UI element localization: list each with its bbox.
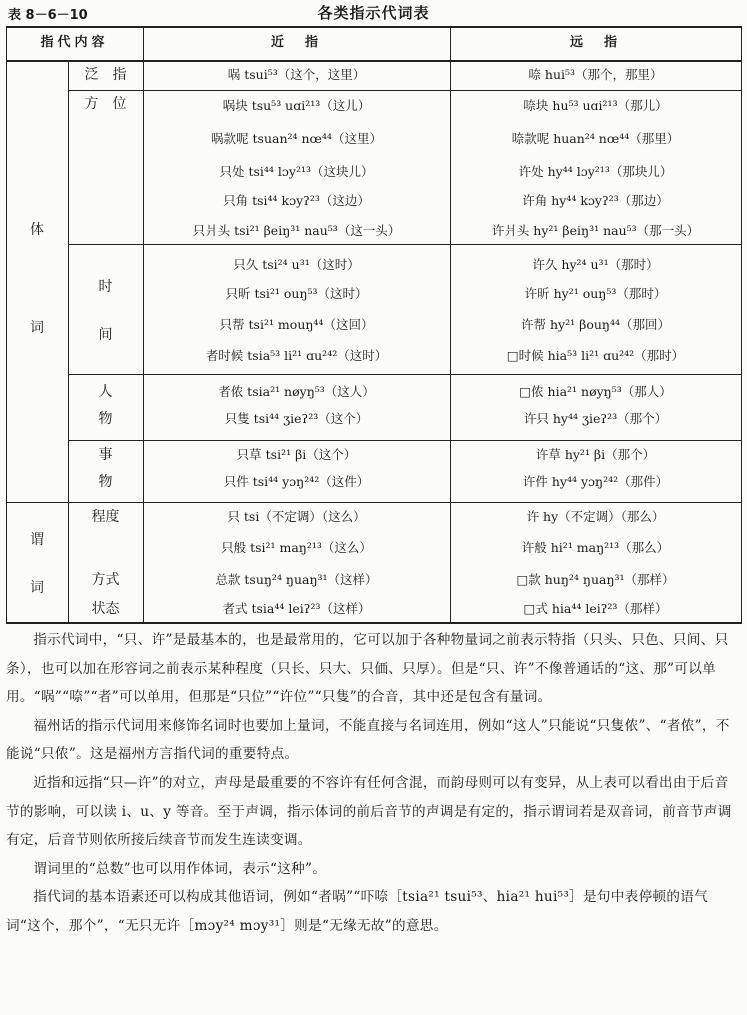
near-cell: 者侬 tsia²¹ nøyŋ⁵³（这人）: [218, 384, 375, 399]
paragraph: 福州话的指示代词用来修饰名词时也要加上量词，不能直接与名词连用，例如“这人”只能说“只隻侬”、“者侬”，不能说“只侬”。这是福州方言指代词的重要特点。: [6, 717, 730, 763]
far-cell: 许角 hy⁴⁴ kɔyʔ²³（那边）: [522, 193, 669, 208]
far-cell: 许 hy（不定调）（那么）: [526, 509, 665, 524]
far-cell: 㖠 hui⁵³（那个，那里）: [528, 67, 663, 82]
header-content: 指代内容: [40, 35, 109, 50]
far-cell: □式 hia⁴⁴ leiʔ²³（那样）: [523, 601, 668, 616]
table-title: 各类指示代词表: [317, 4, 430, 22]
right-border: [741, 26, 742, 624]
paragraph: 谓词里的“总数”也可以用作体词，表示“这种”。: [33, 860, 327, 877]
paragraph: 指代词的基本语素还可以构成其他语词，例如“者㖞”“吓㖠［tsia²¹ tsui⁵³、hia²¹ hui⁵³］是句中表停顿的语气词“这个，那个”，“无只无许［mɔy²⁴ mɔy³¹］则是“无缘无故”的意思。: [6, 889, 709, 934]
sub-renwu-1: 人: [98, 384, 113, 400]
group-tici-2: 词: [30, 320, 44, 336]
near-cell: 只草 tsi²¹ βi（这个）: [236, 447, 357, 462]
sub-shiwu-2: 物: [98, 474, 113, 490]
near-cell: 只隻 tsi⁴⁴ ʒieʔ²³（这个）: [224, 411, 369, 426]
group-weici-2: 词: [30, 580, 44, 596]
near-cell: 只 tsi（不定调）（这么）: [227, 509, 366, 524]
far-cell: □款 huŋ²⁴ ŋuaŋ³¹（那样）: [516, 572, 675, 587]
far-cell: 许件 hy⁴⁴ yɔŋ²⁴²（那件）: [522, 474, 669, 489]
sub-fangshi: 方式: [91, 572, 120, 588]
sub-shijian-1: 时: [98, 279, 113, 295]
near-cell: 㖞块 tsu⁵³ uɑi²¹³（这儿）: [222, 98, 371, 113]
row-rule-renwu: [68, 440, 742, 441]
near-cell: 㖞 tsui⁵³（这个，这里）: [227, 67, 366, 82]
row-rule-fangwei: [68, 244, 742, 245]
far-cell: 许帮 hy²¹ βouŋ⁴⁴（那回）: [521, 317, 670, 332]
row-rule-fan: [68, 90, 742, 91]
sub-renwu-2: 物: [98, 411, 113, 427]
near-cell: 只昕 tsi²¹ ouŋ⁵³（这时）: [225, 286, 368, 301]
near-cell: 只件 tsi⁴⁴ yɔŋ²⁴²（这件）: [223, 474, 370, 489]
far-cell: □时候 hia⁵³ li²¹ ɑu²⁴²（那时）: [506, 348, 685, 363]
header-far: 远 指: [569, 35, 621, 50]
header-rule: [6, 60, 742, 62]
near-cell: 㖞款呢 tsuan²⁴ nœ⁴⁴（这里）: [211, 131, 382, 146]
far-cell: 许处 hy⁴⁴ lɔy²¹³（那块儿）: [518, 164, 673, 179]
table-header: [0, 2, 747, 24]
far-cell: 许草 hy²¹ βi（那个）: [535, 447, 656, 462]
sub-shiwu-1: 事: [98, 447, 113, 463]
sub-fanzhi: 泛 指: [84, 67, 127, 83]
row-rule-shijian: [68, 374, 742, 375]
paragraph: 指示代词中，“只、许”是最基本的，也是最常用的，它可以加于各种物量词之前表示特指（只头、只色、只间、只条），也可以加在形容词之前表示某种程度（只长、只大、只価、只厚）。但是“只、许”不像普通话的“这、那”可以单用。“㖞”“㖠”“者”可以单用，但那是“只位”“许位”“只隻”的合音，其中还是包含有量词。: [6, 632, 729, 706]
near-cell: 只爿头 tsi²¹ βeiŋ³¹ nau⁵³（这一头）: [192, 223, 401, 238]
near-cell: 总款 tsuŋ²⁴ ŋuaŋ³¹（这样）: [215, 572, 378, 587]
body-text: [6, 626, 742, 941]
far-cell: 㖠款呢 huan²⁴ nœ⁴⁴（那里）: [511, 131, 680, 146]
table-number: 表 8－6－10: [8, 8, 88, 23]
far-cell: 许爿头 hy²¹ βeiŋ³¹ nau⁵³（那一头）: [491, 223, 700, 238]
near-cell: 只帮 tsi²¹ mouŋ⁴⁴（这回）: [219, 317, 374, 332]
far-cell: 许久 hy²⁴ u³¹（那时）: [532, 257, 659, 272]
near-cell: 者式 tsia⁴⁴ leiʔ²³（这样）: [222, 601, 371, 616]
far-cell: □侬 hia²¹ nøyŋ⁵³（那人）: [519, 384, 672, 399]
near-cell: 只处 tsi⁴⁴ lɔy²¹³（这块儿）: [219, 164, 374, 179]
table-top-rule: [6, 26, 742, 28]
group-rule: [6, 502, 742, 503]
near-cell: 只久 tsi²⁴ u³¹（这时）: [233, 257, 360, 272]
paragraph: 近指和远指“只—许”的对立，声母是最重要的不容许有任何含混，而韵母则可以有变异，从上表可以看出由于后音节的影响，可以读 i、u、y 等音。至于声调，指示体词的前后音节的声调是有定的，指示谓词若是双音词，前音节声调有定，后音节则依所接后续音节而发生连读变调。: [6, 774, 732, 849]
far-cell: 许昕 hy²¹ ouŋ⁵³（那时）: [524, 286, 667, 301]
near-cell: 者时候 tsia⁵³ li²¹ ɑu²⁴²（这时）: [205, 348, 388, 363]
sub-fangwei: 方 位: [84, 96, 127, 112]
group-weici-1: 谓: [30, 532, 44, 548]
pronoun-table: [0, 26, 747, 624]
near-cell: 只角 tsi⁴⁴ kɔyʔ²³（这边）: [223, 193, 370, 208]
far-cell: 㖠块 hu⁵³ uɑi²¹³（那儿）: [523, 98, 668, 113]
sub-shijian-2: 间: [98, 327, 113, 343]
sub-chengdu: 程度: [91, 509, 120, 525]
sub-zhuangtai: 状态: [91, 601, 120, 617]
far-cell: 许只 hy⁴⁴ ʒieʔ²³（那个）: [523, 411, 668, 426]
group-tici-1: 体: [30, 222, 44, 238]
near-cell: 只般 tsi²¹ maŋ²¹³（这么）: [221, 540, 372, 555]
header-near: 近 指: [270, 35, 322, 50]
table-bottom-rule: [6, 622, 742, 624]
far-cell: 许般 hi²¹ maŋ²¹³（那么）: [521, 540, 670, 555]
